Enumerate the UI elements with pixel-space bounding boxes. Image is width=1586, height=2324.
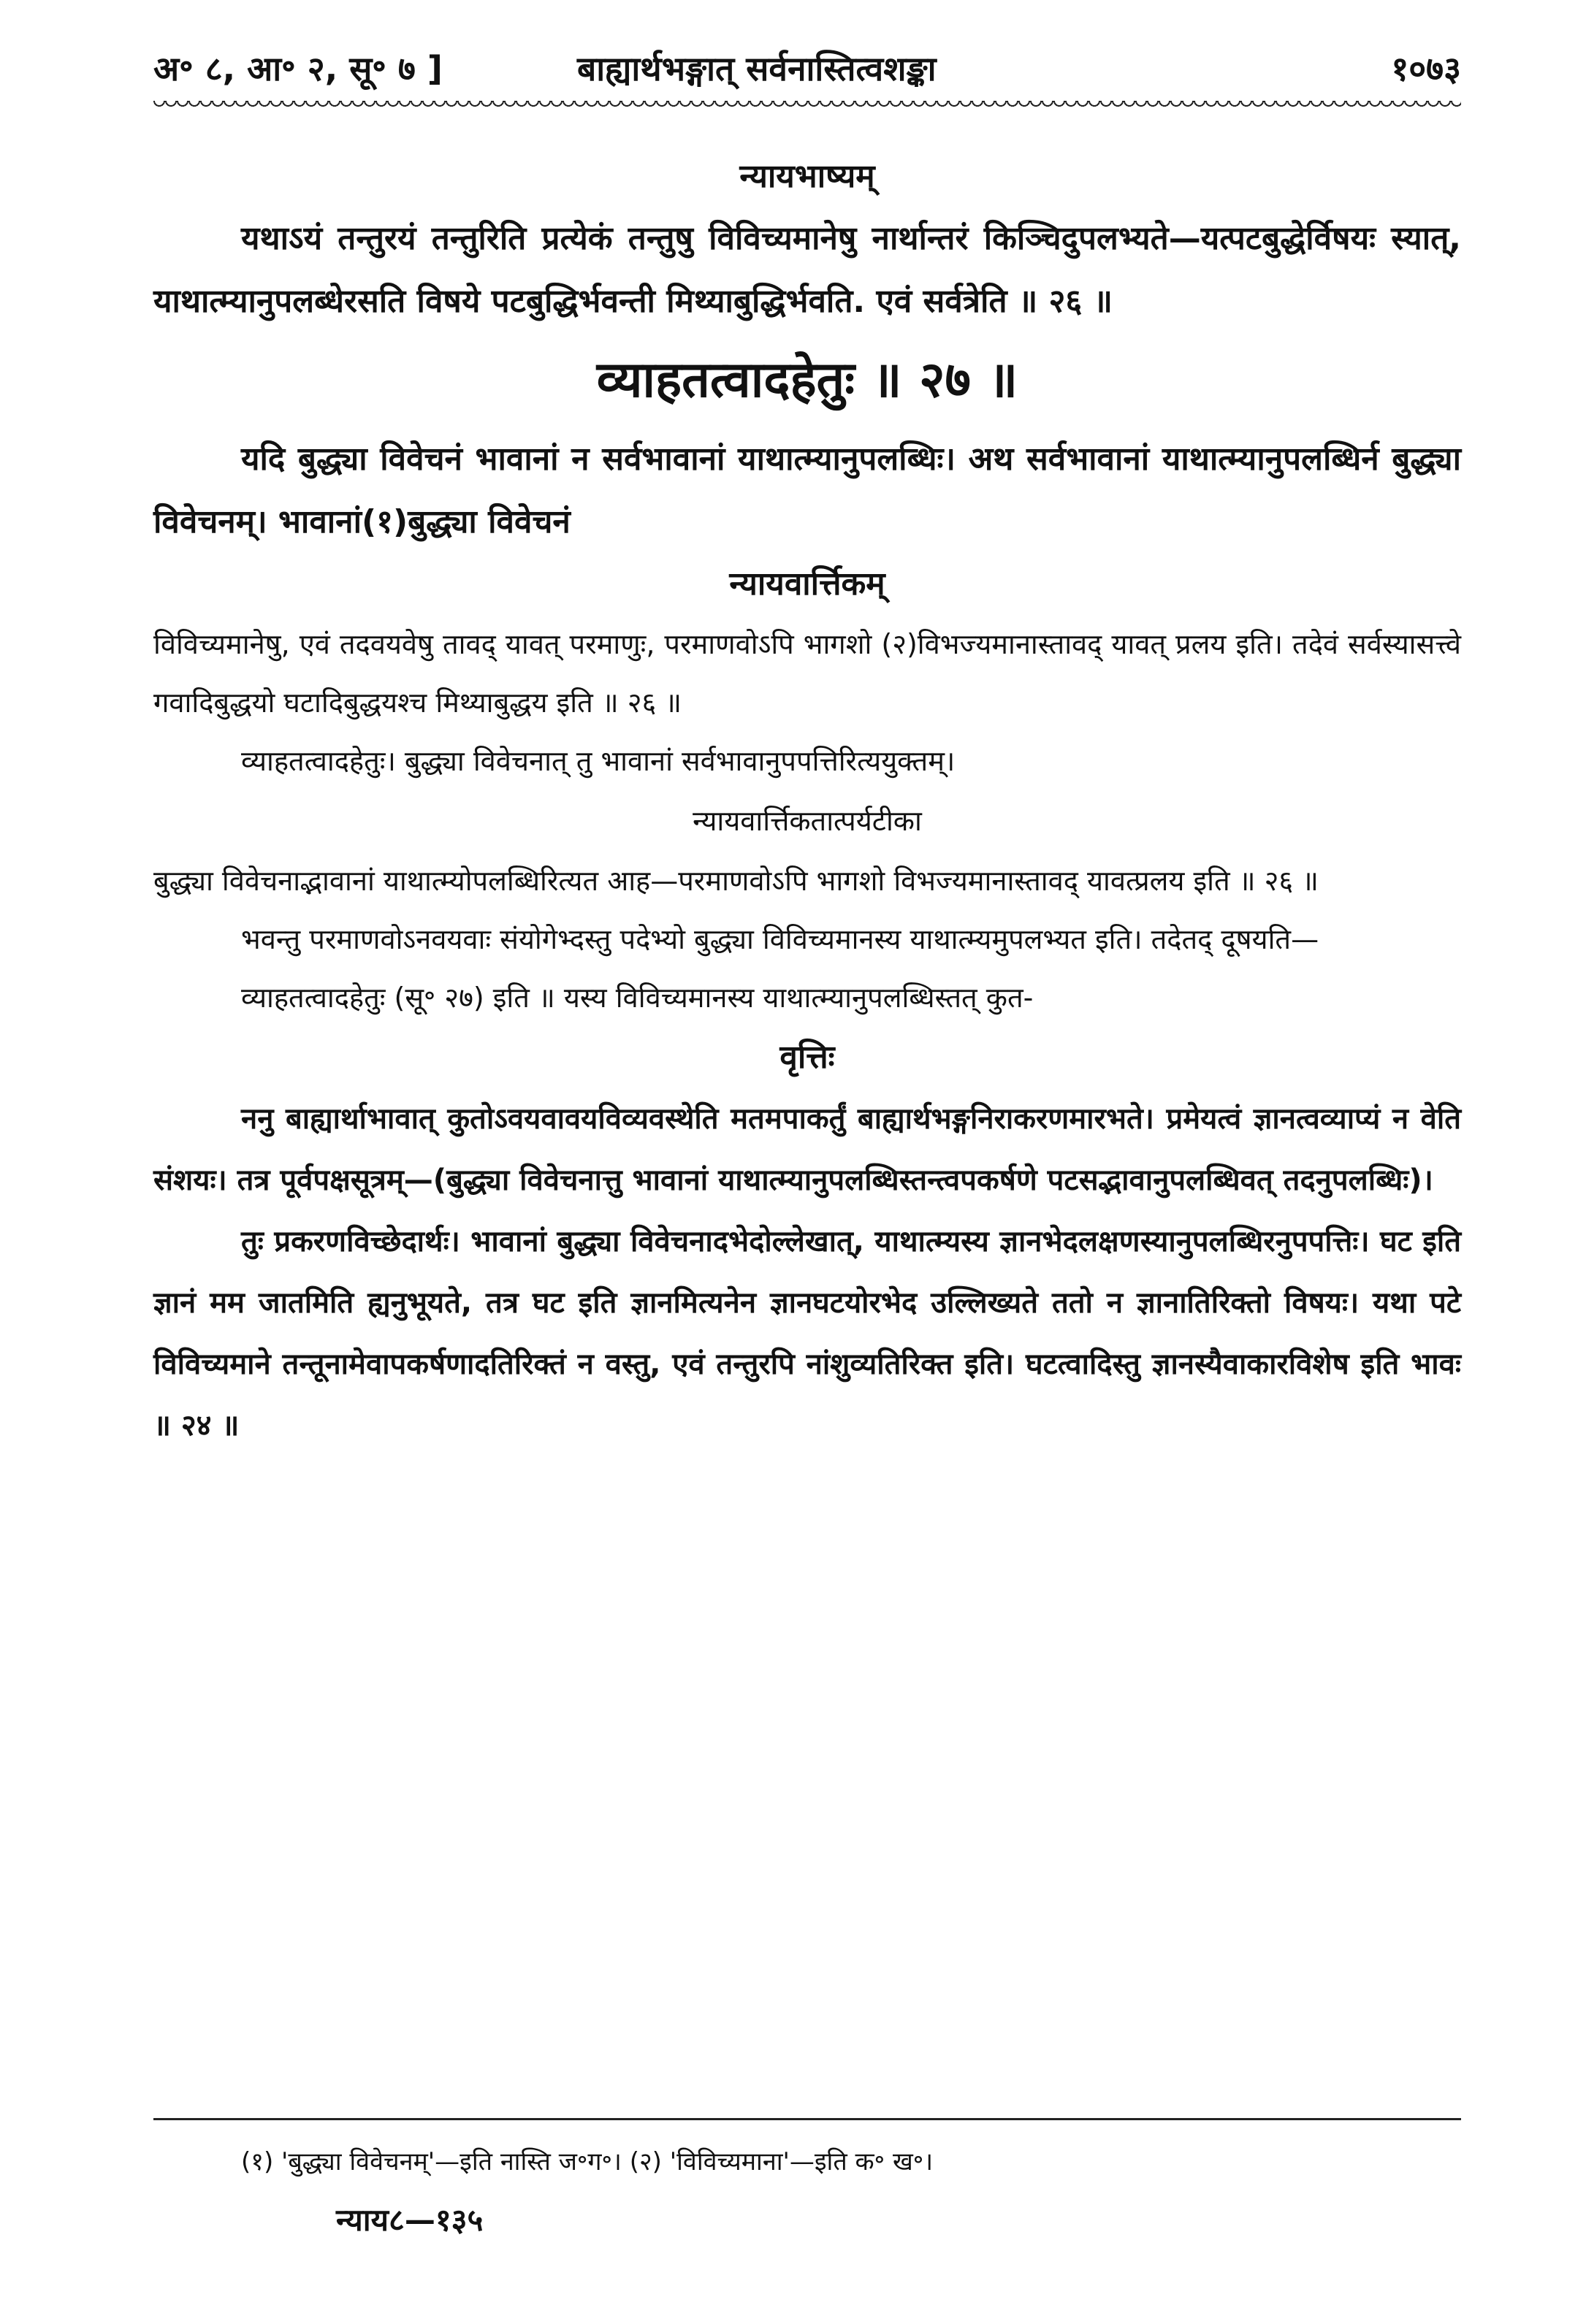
vritti-heading: वृत्तिः: [779, 1039, 835, 1076]
tika-text-2: भवन्तु परमाणवोऽनवयवाः संयोगेभ्दस्तु पदेभ्यो बुद्ध्या विविच्यमानस्य याथात्म्यमुपलभ्यत इति। तदेतद् दूषयति—: [241, 923, 1319, 955]
sutra-heading: व्याहतत्वादहेतुः ॥ २७ ॥: [596, 351, 1018, 409]
tika-text-3: व्याहतत्वादहेतुः (सू॰ २७) इति ॥ यस्य विविच्यमानस्य याथात्म्यानुपलब्धिस्तत् कुत-: [241, 982, 1034, 1014]
tika-text-1: बुद्ध्या विवेचनाद्भावानां याथात्म्योपलब्धिरित्यत आह—परमाणवोऽपि भागशो विभज्यमानास्तावद् यावत्प्रलय इति ॥ २६ ॥: [153, 865, 1319, 897]
bhashya-text: यथाऽयं तन्तुरयं तन्तुरिति प्रत्येकं तन्तुषु विविच्यमानेषु नार्थान्तरं किञ्चिदुपलभ्यते—यत्पटबुद्धेर्विषयः स्यात्, याथात्म्यानुपलब्धेरसति विषये पटबुद्धिर्भवन्ती मिथ्याबुद्धिर्भवति. एवं सर्वत्रेति ॥ २६ ॥: [153, 220, 1461, 320]
vartika-text: विविच्यमानेषु, एवं तदवयवेषु तावद् यावत् परमाणुः, परमाणवोऽपि भागशो (२)विभज्यमानास्तावद् यावत् प्रलय इति। तदेवं सर्वस्यासत्त्वे गवादिबुद्धयो घटादिबुद्धयश्च मिथ्याबुद्धय इति ॥ २६ ॥: [153, 628, 1461, 719]
vartika-sutra-text: व्याहतत्वादहेतुः। बुद्ध्या विवेचनात् तु भावानां सर्वभावानुपपत्तिरित्ययुक्तम्।: [241, 745, 956, 777]
bhashya-heading: न्यायभाष्यम्: [739, 158, 875, 195]
page-body: [153, 146, 1461, 1456]
header-location: अ॰ ८, आ॰ २, सू॰ ७ ]: [153, 49, 443, 88]
vartika-heading: न्यायवार्त्तिकम्: [729, 565, 885, 603]
running-header: [153, 38, 1461, 96]
header-title: बाह्यार्थभङ्गात् सर्वनास्तित्वशङ्का: [577, 49, 937, 88]
footnote-divider: [153, 2118, 1461, 2120]
signature-mark: न्याय८—१३५: [336, 2202, 484, 2238]
vritti-text-1: ननु बाह्यार्थाभावात् कुतोऽवयवावयविव्यवस्थेति मतमपाकर्तुं बाह्यार्थभङ्गनिराकरणमारभते। प्रमेयत्वं ज्ञानत्वव्याप्यं न वेति संशयः। तत्र पूर्वपक्षसूत्रम्—(बुद्ध्या विवेचनात्तु भावानां याथात्म्यानुपलब्धिस्तन्त्वपकर्षणे पटसद्भावानुपलब्धिवत् तदनुपलब्धिः)।: [153, 1102, 1461, 1197]
footnotes: (१) 'बुद्ध्या विवेचनम्'—इति नास्ति ज॰ग॰। (२) 'विविच्यमाना'—इति क॰ ख॰।: [241, 2147, 934, 2176]
page-number: १०७३: [1391, 49, 1461, 88]
vritti-text-2: तुः प्रकरणविच्छेदार्थः। भावानां बुद्ध्या विवेचनादभेदोल्लेखात्, याथात्म्यस्य ज्ञानभेदलक्षणस्यानुपलब्धिरनुपपत्तिः। घट इति ज्ञानं मम जातमिति ह्यनुभूयते, तत्र घट इति ज्ञानमित्यनेन ज्ञानघटयोरभेद उल्लिख्यते ततो न ज्ञानातिरिक्तो विषयः। यथा पटे विविच्यमाने तन्तूनामेवापकर्षणादतिरिक्तं न वस्तु, एवं तन्तुरपि नांशुव्यतिरिक्त इति। घटत्वादिस्तु ज्ञानस्यैवाकारविशेष इति भावः ॥ २४ ॥: [153, 1225, 1461, 1442]
tika-heading: न्यायवार्त्तिकतात्पर्यटीका: [693, 805, 922, 837]
sutra-commentary: यदि बुद्ध्या विवेचनं भावानां न सर्वभावानां याथात्म्यानुपलब्धिः। अथ सर्वभावानां याथात्म्यानुपलब्धिर्न बुद्ध्या विवेचनम्। भावानां(१)बुद्ध्या विवेचनं: [153, 440, 1461, 540]
header-wavy-rule: [153, 101, 1461, 114]
